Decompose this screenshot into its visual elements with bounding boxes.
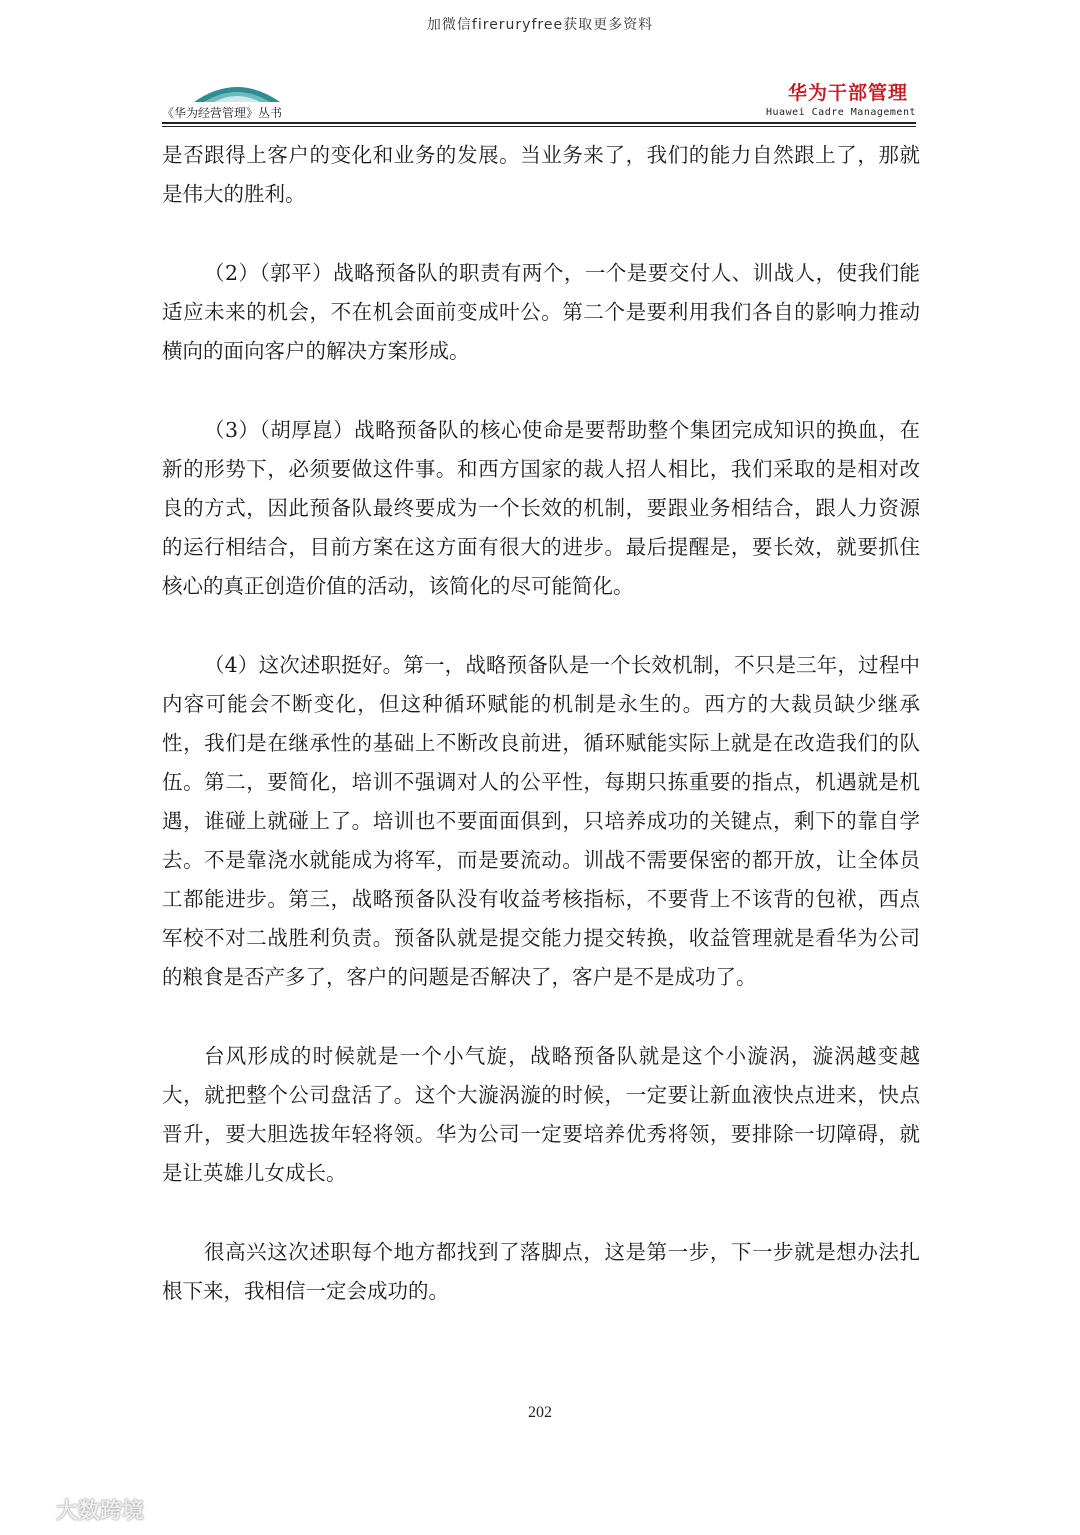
header-rule-thin xyxy=(162,126,916,127)
page-header xyxy=(162,74,916,124)
body-text xyxy=(162,136,920,1351)
page-number: 202 xyxy=(528,1404,552,1421)
watermark xyxy=(18,1494,144,1525)
brand-subtitle: Huawei Cadre Management xyxy=(766,107,916,118)
top-note: 加微信fireruryfree获取更多资料 xyxy=(426,17,654,33)
mountain-logo-icon xyxy=(192,78,282,104)
header-rule xyxy=(162,122,916,124)
series-title: 《华为经营管理》丛书 xyxy=(162,106,283,120)
paragraph: （4）这次述职挺好。第一，战略预备队是一个长效机制，不只是三年，过程中内容可能会不断变化，但这种循环赋能的机制是永生的。西方的大裁员缺少继承性，我们是在继承性的基础上不断改良前进，循环赋能实际上就是在改造我们的队伍。第二，要简化，培训不强调对人的公平性，每期只拣重要的指点，机遇就是机遇，谁碰上就碰上了。培训也不要面面俱到，只培养成功的关键点，剩下的靠自学去。不是靠浇水就能成为将军，而是要流动。训战不需要保密的都开放，让全体员工都能进步。第三，战略预备队没有收益考核指标，不要背上不该背的包袱，西点军校不对二战胜利负责。预备队就是提交能力提交转换，收益管理就是看华为公司的粮食是否产多了，客户的问题是否解决了，客户是不是成功了。 xyxy=(162,653,920,989)
paragraph: （2）（郭平）战略预备队的职责有两个，一个是要交付人、训战人，使我们能适应未来的机会，不在机会面前变成叶公。第二个是要利用我们各自的影响力推动横向的面向客户的解决方案形成。 xyxy=(162,261,920,363)
paragraph: 台风形成的时候就是一个小气旋，战略预备队就是这个小漩涡，漩涡越变越大，就把整个公司盘活了。这个大漩涡漩的时候，一定要让新血液快点进来，快点晋升，要大胆选拔年轻将领。华为公司一定要培养优秀将领，要排除一切障碍，就是让英雄儿女成长。 xyxy=(162,1044,920,1185)
watermark-text: 大数跨境 xyxy=(56,1499,145,1524)
paragraph: 很高兴这次述职每个地方都找到了落脚点，这是第一步，下一步就是想办法扎根下来，我相信一定会成功的。 xyxy=(162,1240,920,1303)
brand-logo-icon xyxy=(18,1499,52,1521)
brand-title: 华为干部管理 xyxy=(787,82,908,104)
paragraph: （3）（胡厚崑）战略预备队的核心使命是要帮助整个集团完成知识的换血，在新的形势下，必须要做这件事。和西方国家的裁人招人相比，我们采取的是相对改良的方式，因此预备队最终要成为一个长效的机制，要跟业务相结合，跟人力资源的运行相结合，目前方案在这方面有很大的进步。最后提醒是，要长效，就要抓住核心的真正创造价值的活动，该简化的尽可能简化。 xyxy=(162,418,920,598)
paragraph: 是否跟得上客户的变化和业务的发展。当业务来了，我们的能力自然跟上了，那就是伟大的胜利。 xyxy=(162,143,920,206)
